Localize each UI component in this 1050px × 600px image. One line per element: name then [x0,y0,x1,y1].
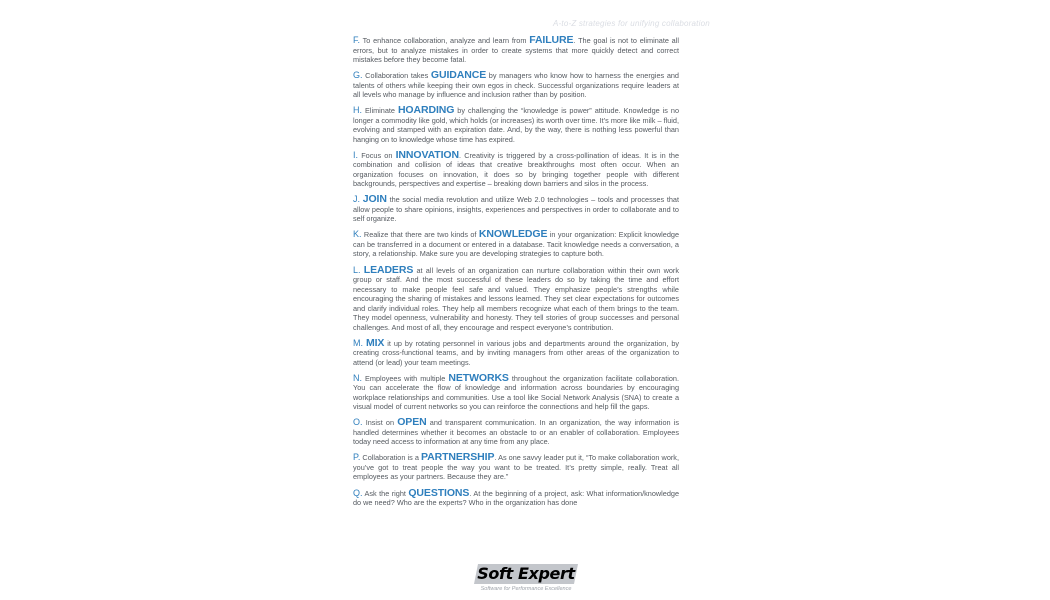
item-text-before: Realize that there are two kinds of [363,230,477,240]
item-text-after: . At the beginning of a project, ask: What information/knowledge do we need? Who are the experts? Who in the organization has done [353,488,680,508]
item-keyword: FAILURE [529,34,574,46]
item-keyword: GUIDANCE [430,69,487,82]
article-body [353,36,679,514]
item-keyword: HOARDING [397,104,455,117]
item-text-after: it up by rotating personnel in various jobs and departments around the organization, by creating cross-functional teams, and by inviting managers from other areas of the organization to attend (or lead) your team meetings. [353,338,680,367]
list-item [353,336,680,368]
list-item [353,71,679,100]
item-keyword: OPEN [397,416,427,429]
item-text-after: at all levels of an organization can nurture collaboration within their own work group or staff. And the most successful of these leaders do so by taking the time and effort necessary to make people feel safe and valued. They emphasize people’s strengths while encouraging the sharing of mistakes and lessons learned. They set clear expectations for outcomes and clarify individual roles. They help all members recognize what each of them brings to the team. They model openness, vulnerability and honesty. They tell stories of group successes and personal challenges. And most of all, they encourage and respect everyone’s contribution. [353,265,680,332]
item-letter: Q. [353,487,363,498]
logo-tagline: Software for Performance Excellence [480,586,572,592]
item-letter: F. [353,35,361,45]
list-item [353,371,680,412]
item-letter: J. [353,194,361,205]
list-item [353,36,679,65]
item-text-before: Focus on [361,150,393,160]
item-letter: M. [353,337,363,348]
list-item [353,148,680,189]
list-item [353,263,680,333]
item-text-after: the social media revolution and utilize Web 2.0 technologies – tools and processes that allow people to share opinions, insights, experiences and perspectives in order to collaborate and to self organize. [353,195,680,224]
item-keyword: LEADERS [363,263,414,276]
list-item [353,453,679,482]
item-letter: O. [353,417,363,428]
item-keyword: KNOWLEDGE [478,228,548,241]
item-text-after: . The goal is not to eliminate all errors, but to analyze mistakes in order to create systems that more quickly detect and correct mistakes before they become fatal. [353,36,679,64]
item-letter: G. [353,70,363,81]
item-text-after: and transparent communication. In an organization, the way information is handled determines whether it becomes an obstacle to or an enabler of collaboration. Employees today need access to information at any time from any place. [353,418,680,447]
list-item [353,418,679,447]
item-text-before: Employees with multiple [365,373,446,383]
item-letter: N. [353,372,362,383]
item-letter: K. [353,229,362,240]
item-keyword: JOIN [362,193,387,206]
item-letter: H. [353,105,362,116]
softexpert-logo [472,562,580,596]
item-text-before: Insist on [365,418,395,428]
item-text-before: Collaboration takes [365,71,429,81]
logo-text: Soft Expert [477,564,575,583]
item-text-before: To enhance collaboration, analyze and learn from [362,36,527,45]
item-keyword: PARTNERSHIP [420,451,495,464]
list-item [353,230,679,259]
item-letter: P. [353,452,361,463]
item-text-after: throughout the organization facilitate collaboration. You can accelerate the flow of knowledge and information across boundaries by encouraging workplace relationships and communities. Use a tool like Social Network Analysis (SNA) to create a visual model of current networks so you can reinforce the connections and help fill the gaps. [353,373,680,412]
item-keyword: INNOVATION [395,148,459,161]
list-item [353,195,679,224]
item-text-before: Ask the right [364,488,406,498]
item-text-after: in your organization: Explicit knowledge can be transferred in a document or entered in a database. Tacit knowledge needs a conversation, a story, a relationship. Make sure you are developing strategies to capture both. [353,230,680,259]
header-watermark: A-to-Z strategies for unifying collaboration [553,19,710,28]
list-item [353,486,680,508]
item-text-before: Collaboration is a [362,453,419,463]
item-keyword: MIX [365,336,385,349]
item-keyword: QUESTIONS [408,486,470,499]
list-item [353,106,679,144]
item-text-after: . As one savvy leader put it, “To make collaboration work, you’ve got to treat people the way you want to be treated. It’s pretty simple, really. Treat all employees as your partners. Because they are.” [353,453,679,482]
item-keyword: NETWORKS [448,371,509,384]
item-text-before: Eliminate [364,106,395,116]
item-letter: L. [353,264,361,275]
item-text-after: by challenging the “knowledge is power” attitude. Knowledge is no longer a commodity like gold, which holds (or increases) its worth over time. It’s more like milk – fluid, evolving and stamped with an expiration date. And, by the way, there is nothing less powerful than hanging on to knowledge whose time has expired. [353,106,680,144]
item-text-after: by managers who know how to harness the energies and talents of others while keeping their own egos in check. Successful organizations require leaders at all levels who manage by influence and inclusion rather than by position. [353,71,679,100]
logo-badge [472,562,580,586]
item-text-after: . Creativity is triggered by a cross-pollination of ideas. It is in the combination and collision of ideas that creative breakthroughs most often occur. When an organization focuses on innovation, it does so by bringing together people with different backgrounds, perspectives and expertise – breaking down barriers and silos in the process. [353,150,680,189]
item-letter: I. [353,149,359,160]
